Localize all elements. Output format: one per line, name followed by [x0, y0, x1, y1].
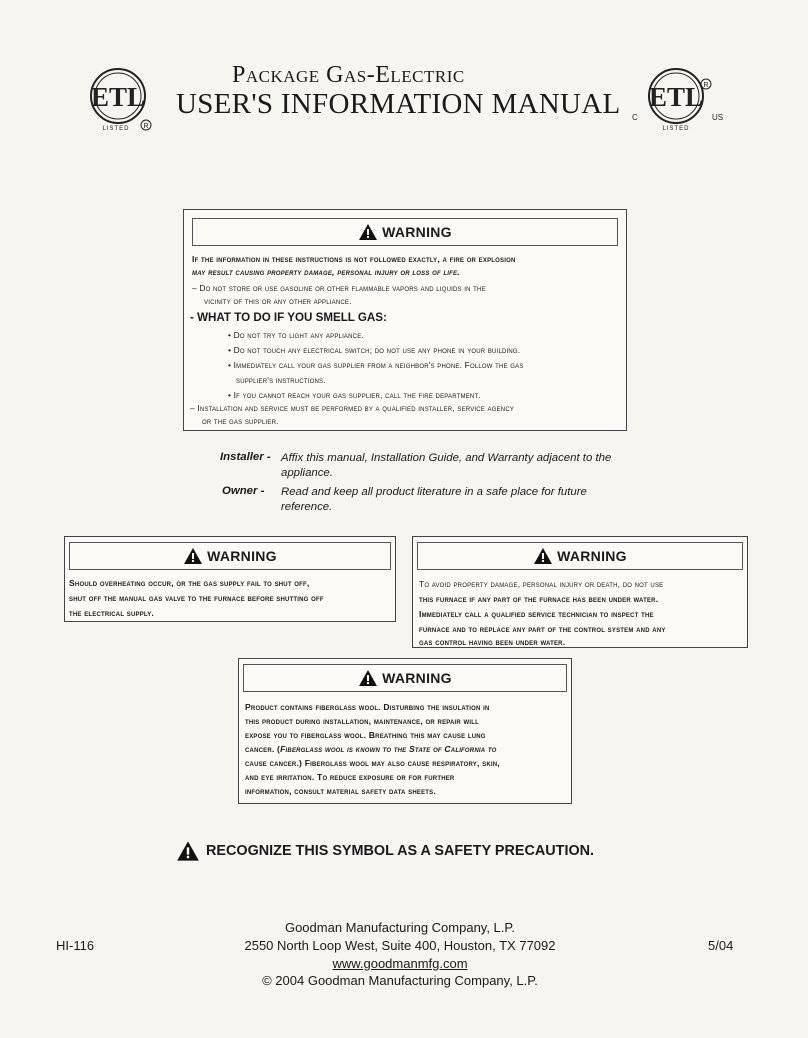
flood-warning-line-5: gas control having been under water.	[419, 637, 566, 647]
etl-mark-right: ETL	[648, 82, 704, 112]
smell-gas-step-1: • Do not try to light any appliance.	[228, 330, 364, 340]
page-title: USER'S INFORMATION MANUAL	[176, 88, 621, 120]
smell-gas-heading: - WHAT TO DO IF YOU SMELL GAS:	[190, 311, 387, 324]
etl-reg-left: R	[143, 123, 149, 130]
fiberglass-warning-line-3: expose you to fiberglass wool. Breathing this may cause lung	[245, 730, 486, 740]
warning-triangle-icon	[176, 840, 200, 862]
footer-address: 2550 North Loop West, Suite 400, Houston, TX 77092	[244, 938, 556, 953]
fiberglass-warning-line-5: cause cancer.) Fiberglass wool may also cause respiratory, skin,	[245, 758, 500, 768]
installer-label: Installer -	[220, 451, 271, 463]
fiberglass-warning-line-4a: cancer. (	[245, 744, 281, 754]
etl-sub-left: LISTED	[102, 126, 130, 132]
etl-sub-right: LISTED	[662, 126, 690, 132]
smell-gas-step-4: • If you cannot reach your gas supplier, call the fire department.	[228, 390, 481, 400]
owner-label: Owner -	[222, 485, 265, 497]
fiberglass-warning-line-7: information, consult material safety data sheets.	[245, 786, 436, 796]
footer-copyright: © 2004 Goodman Manufacturing Company, L.P.	[262, 973, 538, 988]
fiberglass-warning-line-1: Product contains fiberglass wool. Disturbing the insulation in	[245, 702, 490, 712]
fiberglass-warning-header	[243, 664, 567, 692]
fiberglass-warning-line-6: and eye irritation. To reduce exposure or for further	[245, 772, 455, 782]
smell-gas-step-3b: supplier's instructions.	[236, 375, 326, 385]
flood-warning-line-3: Immediately call a qualified service technician to inspect the	[419, 609, 654, 619]
overheating-warning-line-1: Should overheating occur, or the gas supply fail to shut off,	[69, 578, 310, 588]
overheating-warning-box	[64, 536, 396, 622]
overheating-warning-line-2: shut off the manual gas valve to the furnace before shutting off	[69, 593, 324, 603]
doc-date: 5/04	[708, 938, 734, 953]
fiberglass-warning-line-4	[245, 742, 569, 757]
main-warning-box	[183, 209, 627, 431]
etl-c-right: C	[632, 113, 638, 122]
etl-listed-logo-right	[624, 62, 730, 136]
smell-gas-step-2: • Do not touch any electrical switch; do not use any phone in your building.	[228, 345, 521, 355]
main-warning-item1-2: vicinity of this or any other appliance.	[204, 296, 352, 306]
footer-website-wrap	[280, 956, 520, 971]
installer-text-2: appliance.	[281, 467, 333, 479]
doc-code: HI-116	[56, 938, 95, 953]
fiberglass-warning-line-4b: Fiberglass wool is known to the State of California to	[280, 744, 497, 754]
main-warning-item2-1: – Installation and service must be performed by a qualified installer, service agency	[190, 403, 515, 413]
main-warning-item2-2: or the gas supplier.	[202, 416, 279, 426]
main-warning-header	[192, 218, 618, 246]
flood-warning-header	[417, 542, 743, 570]
etl-listed-logo-left	[82, 62, 156, 136]
etl-us-right: US	[712, 113, 724, 122]
safety-symbol-note	[176, 840, 646, 862]
warning-triangle-icon	[358, 669, 378, 687]
overheating-warning-header	[69, 542, 391, 570]
flood-warning-box	[412, 536, 748, 648]
flood-warning-heading: WARNING	[557, 548, 627, 564]
main-warning-item1-1: – Do not store or use gasoline or other flammable vapors and liquids in the	[192, 283, 486, 293]
overheating-warning-line-3: the electrical supply.	[69, 608, 155, 618]
warning-triangle-icon	[358, 223, 378, 241]
fiberglass-warning-line-2: this product during installation, maintenance, or repair will	[245, 716, 480, 726]
flood-warning-line-2: this furnace if any part of the furnace has been under water.	[419, 594, 659, 604]
safety-symbol-text: RECOGNIZE THIS SYMBOL AS A SAFETY PRECAUTION.	[206, 843, 595, 859]
footer-company: Goodman Manufacturing Company, L.P.	[284, 920, 516, 935]
main-warning-heading: WARNING	[382, 224, 452, 240]
fiberglass-warning-box	[238, 658, 572, 804]
title-subheading: Package Gas-Electric	[232, 62, 465, 88]
main-warning-intro-1: If the information in these instructions is not followed exactly, a fire or explosion	[192, 254, 516, 264]
etl-reg-right: R	[703, 82, 709, 89]
owner-text-2: reference.	[281, 501, 333, 513]
smell-gas-step-3a: • Immediately call your gas supplier from a neighbor's phone. Follow the gas	[228, 360, 524, 370]
warning-triangle-icon	[533, 547, 553, 565]
flood-warning-line-4: furnace and to replace any part of the control system and any	[419, 624, 666, 634]
flood-warning-line-1: To avoid property damage, personal injury or death, do not use	[419, 579, 664, 589]
fiberglass-warning-heading: WARNING	[382, 670, 452, 686]
main-warning-intro-2: may result causing property damage, personal injury or loss of life.	[192, 267, 460, 277]
footer-website-link[interactable]: www.goodmanmfg.com	[332, 956, 468, 971]
installer-text-1: Affix this manual, Installation Guide, and Warranty adjacent to the	[281, 452, 612, 464]
overheating-warning-heading: WARNING	[207, 548, 277, 564]
warning-triangle-icon	[183, 547, 203, 565]
owner-text-1: Read and keep all product literature in a safe place for future	[281, 486, 587, 498]
etl-mark-left: ETL	[90, 82, 146, 112]
